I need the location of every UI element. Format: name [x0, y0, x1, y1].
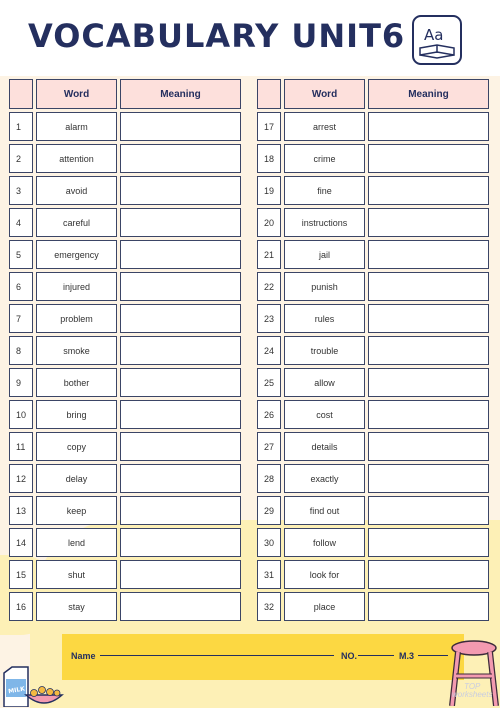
meaning-cell[interactable]: [120, 112, 241, 141]
row-number: 14: [9, 528, 33, 557]
meaning-cell[interactable]: [120, 560, 241, 589]
table-row: [257, 528, 489, 557]
page-title: VOCABULARY UNIT6: [28, 17, 406, 55]
word-cell: delay: [36, 464, 117, 493]
meaning-cell[interactable]: [368, 112, 489, 141]
table-row: [9, 528, 241, 557]
table-row: [257, 464, 489, 493]
table-row: [257, 208, 489, 237]
row-number: 9: [9, 368, 33, 397]
table-row: [257, 368, 489, 397]
word-cell: smoke: [36, 336, 117, 365]
class-label: M.3: [399, 651, 415, 661]
row-number: 22: [257, 272, 281, 301]
word-cell: trouble: [284, 336, 365, 365]
row-number: 30: [257, 528, 281, 557]
meaning-cell[interactable]: [120, 272, 241, 301]
word-cell: look for: [284, 560, 365, 589]
word-cell: shut: [36, 560, 117, 589]
meaning-cell[interactable]: [368, 208, 489, 237]
meaning-cell[interactable]: [368, 368, 489, 397]
table-row: [9, 368, 241, 397]
table-row: [257, 112, 489, 141]
number-label: NO.: [341, 651, 358, 661]
meaning-cell[interactable]: [120, 336, 241, 365]
row-number: 13: [9, 496, 33, 525]
table-row: [9, 432, 241, 461]
milk-label: MILK: [7, 685, 26, 696]
row-number: 6: [9, 272, 33, 301]
meaning-cell[interactable]: [120, 176, 241, 205]
word-cell: jail: [284, 240, 365, 269]
word-cell: bother: [36, 368, 117, 397]
row-number: 32: [257, 592, 281, 621]
row-number: 26: [257, 400, 281, 429]
row-number: 31: [257, 560, 281, 589]
meaning-cell[interactable]: [368, 592, 489, 621]
word-cell: keep: [36, 496, 117, 525]
word-cell: follow: [284, 528, 365, 557]
word-cell: place: [284, 592, 365, 621]
table-row: [257, 592, 489, 621]
name-label: Name: [71, 651, 96, 661]
milk-cereal-icon: [2, 665, 64, 707]
meaning-cell[interactable]: [368, 528, 489, 557]
class-field[interactable]: [418, 654, 448, 656]
word-cell: arrest: [284, 112, 365, 141]
meaning-cell[interactable]: [368, 400, 489, 429]
table-row: [257, 144, 489, 173]
row-number: 8: [9, 336, 33, 365]
table-row: [9, 464, 241, 493]
meaning-cell[interactable]: [368, 272, 489, 301]
row-number: 10: [9, 400, 33, 429]
row-number: 5: [9, 240, 33, 269]
meaning-cell[interactable]: [368, 432, 489, 461]
row-number: 27: [257, 432, 281, 461]
word-cell: careful: [36, 208, 117, 237]
table-row: [9, 592, 241, 621]
meaning-cell[interactable]: [368, 240, 489, 269]
table-row: [257, 400, 489, 429]
name-bar: [62, 634, 464, 680]
word-cell: stay: [36, 592, 117, 621]
row-number: 18: [257, 144, 281, 173]
word-cell: exactly: [284, 464, 365, 493]
table-row: [257, 240, 489, 269]
table-row: [257, 336, 489, 365]
meaning-cell[interactable]: [368, 144, 489, 173]
table-row: [9, 272, 241, 301]
meaning-header: Meaning: [120, 79, 241, 109]
row-number: 28: [257, 464, 281, 493]
word-header: Word: [284, 79, 365, 109]
table-row: [257, 432, 489, 461]
meaning-cell[interactable]: [368, 560, 489, 589]
row-number: 2: [9, 144, 33, 173]
word-cell: alarm: [36, 112, 117, 141]
word-cell: lend: [36, 528, 117, 557]
meaning-cell[interactable]: [120, 496, 241, 525]
word-header: Word: [36, 79, 117, 109]
meaning-cell[interactable]: [120, 208, 241, 237]
meaning-cell[interactable]: [120, 592, 241, 621]
meaning-cell[interactable]: [120, 240, 241, 269]
row-number: 17: [257, 112, 281, 141]
table-row: [9, 336, 241, 365]
number-header: [257, 79, 281, 109]
meaning-cell[interactable]: [368, 496, 489, 525]
table-row: [9, 560, 241, 589]
meaning-cell[interactable]: [120, 144, 241, 173]
meaning-cell[interactable]: [368, 336, 489, 365]
word-cell: fine: [284, 176, 365, 205]
word-cell: allow: [284, 368, 365, 397]
meaning-cell[interactable]: [120, 432, 241, 461]
row-number: 11: [9, 432, 33, 461]
row-number: 23: [257, 304, 281, 333]
row-number: 1: [9, 112, 33, 141]
vocab-table-left: [6, 76, 244, 624]
name-field[interactable]: [100, 654, 334, 656]
table-row: [9, 176, 241, 205]
meaning-cell[interactable]: [368, 176, 489, 205]
word-cell: copy: [36, 432, 117, 461]
dictionary-icon: [412, 15, 462, 65]
row-number: 25: [257, 368, 281, 397]
word-cell: emergency: [36, 240, 117, 269]
meaning-cell[interactable]: [120, 464, 241, 493]
word-cell: find out: [284, 496, 365, 525]
watermark-line2: worksheets: [452, 690, 493, 699]
vocab-table-right: [254, 76, 492, 624]
table-row: [9, 400, 241, 429]
dictionary-icon-text: Aa: [424, 26, 444, 44]
row-number: 3: [9, 176, 33, 205]
table-header-row: [257, 79, 489, 109]
meaning-cell[interactable]: [120, 528, 241, 557]
word-cell: details: [284, 432, 365, 461]
word-cell: crime: [284, 144, 365, 173]
table-row: [9, 144, 241, 173]
word-cell: instructions: [284, 208, 365, 237]
table-row: [257, 304, 489, 333]
word-cell: cost: [284, 400, 365, 429]
row-number: 7: [9, 304, 33, 333]
word-cell: punish: [284, 272, 365, 301]
table-row: [257, 176, 489, 205]
word-cell: bring: [36, 400, 117, 429]
row-number: 19: [257, 176, 281, 205]
row-number: 20: [257, 208, 281, 237]
table-row: [9, 240, 241, 269]
word-cell: avoid: [36, 176, 117, 205]
word-cell: problem: [36, 304, 117, 333]
watermark: [452, 683, 492, 699]
number-header: [9, 79, 33, 109]
table-row: [9, 496, 241, 525]
table-row: [257, 560, 489, 589]
meaning-cell[interactable]: [120, 368, 241, 397]
row-number: 29: [257, 496, 281, 525]
table-row: [9, 208, 241, 237]
meaning-header: Meaning: [368, 79, 489, 109]
word-cell: rules: [284, 304, 365, 333]
row-number: 16: [9, 592, 33, 621]
table-row: [9, 304, 241, 333]
table-row: [257, 272, 489, 301]
meaning-cell[interactable]: [120, 304, 241, 333]
table-header-row: [9, 79, 241, 109]
row-number: 12: [9, 464, 33, 493]
word-cell: attention: [36, 144, 117, 173]
row-number: 4: [9, 208, 33, 237]
number-field[interactable]: [358, 654, 394, 656]
watermark-line1: TOP: [464, 682, 481, 691]
word-cell: injured: [36, 272, 117, 301]
row-number: 15: [9, 560, 33, 589]
row-number: 24: [257, 336, 281, 365]
row-number: 21: [257, 240, 281, 269]
table-row: [257, 496, 489, 525]
meaning-cell[interactable]: [368, 304, 489, 333]
meaning-cell[interactable]: [368, 464, 489, 493]
meaning-cell[interactable]: [120, 400, 241, 429]
table-row: [9, 112, 241, 141]
